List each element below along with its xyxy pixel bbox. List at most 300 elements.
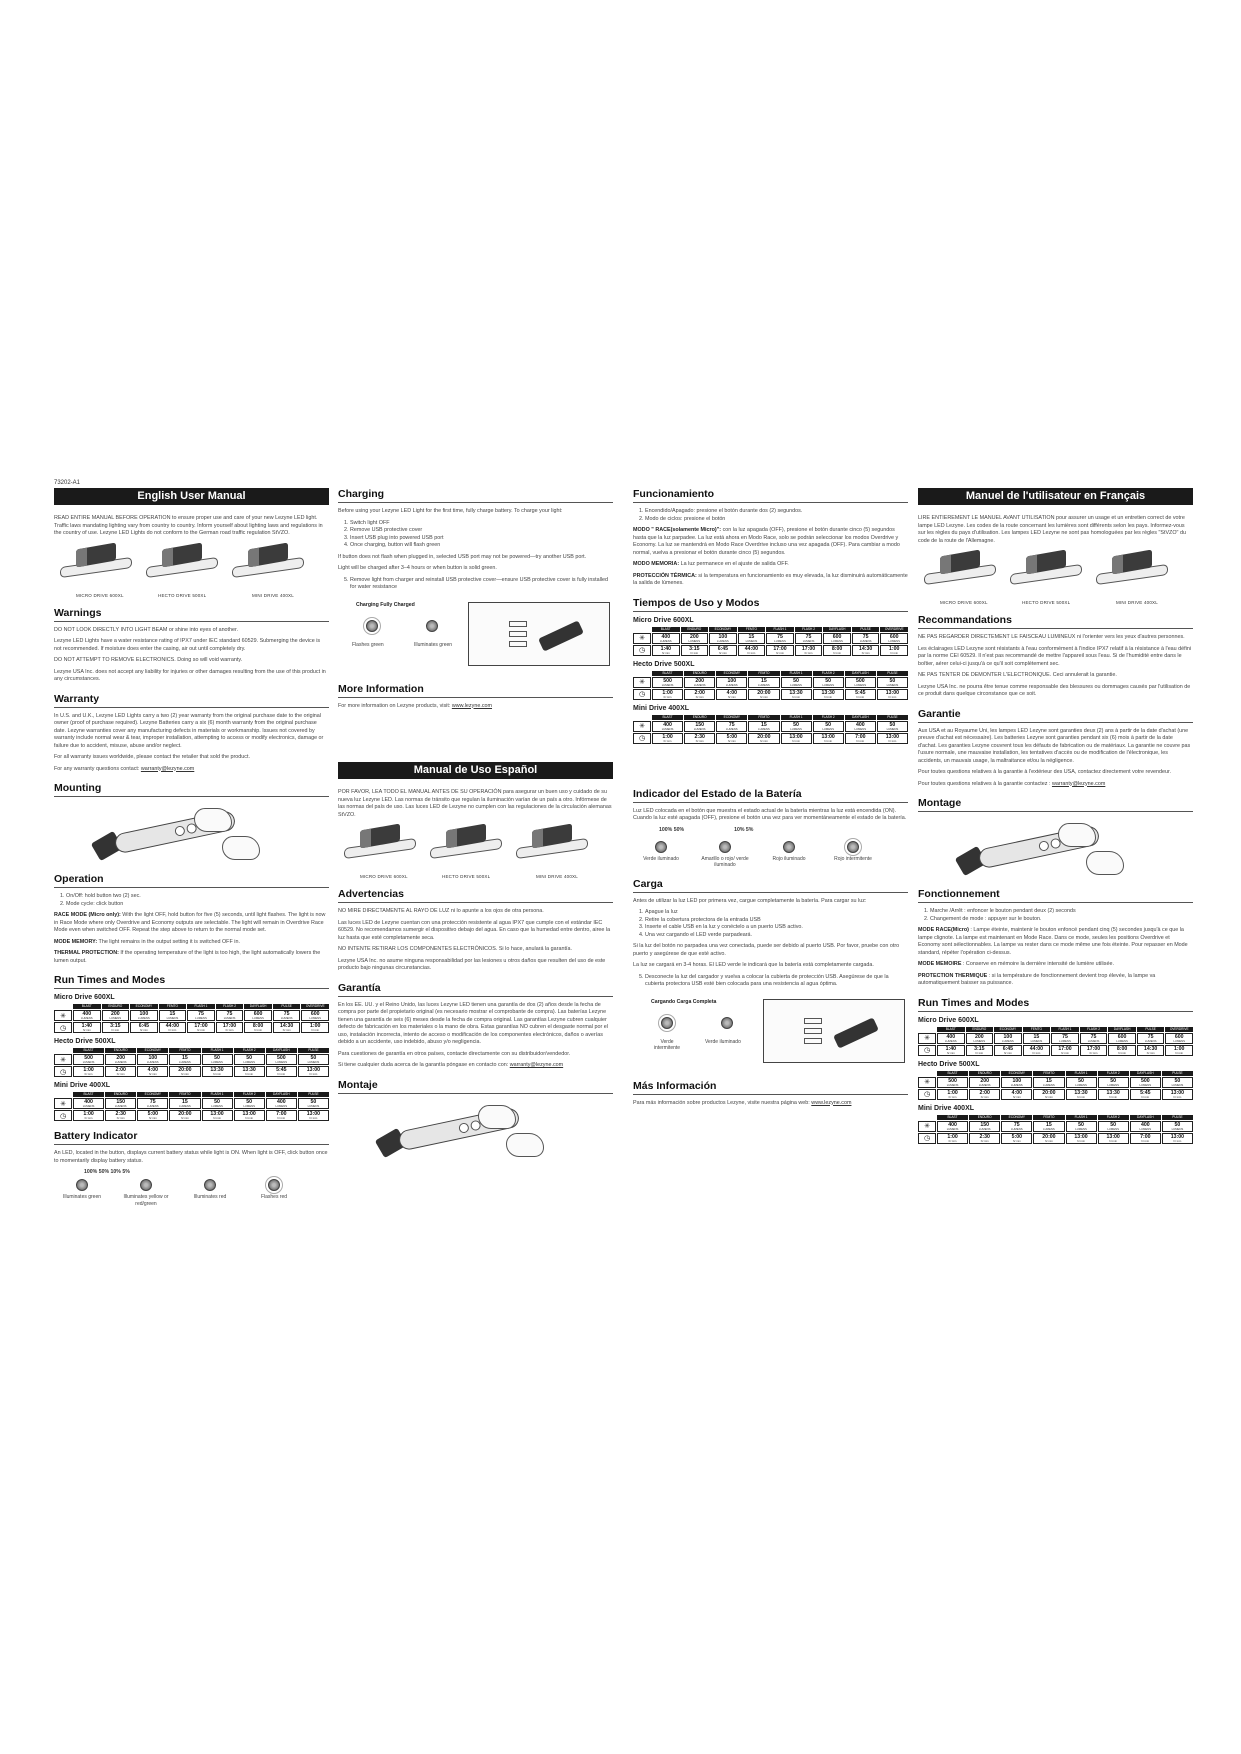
runtime-unit: hr:min (1032, 1050, 1041, 1055)
runtimes-title: Run Times and Modes (54, 974, 329, 989)
warranty-text: Para cuestiones de garantía en otros países, contacte directamente con su distribuidor/vendedor. (338, 1050, 571, 1057)
mode-header: OVERDRIVE (1165, 1027, 1193, 1032)
runtime-cell (1080, 1045, 1108, 1056)
header-spacer (54, 1048, 72, 1053)
clock-icon: ◷ (54, 1066, 72, 1077)
warning-text: Lezyne USA Inc. no asume ninguna responsabilidad por las lesiones u otros daños que resulten del uso de este producto bajo ningunas circunstancias. (338, 957, 606, 971)
lumen-value: 15 (1033, 1033, 1040, 1040)
runtime-cell (1023, 1045, 1051, 1056)
runtime-cell (105, 1110, 136, 1121)
runtime-cell (301, 1022, 329, 1033)
thermal-label: PROTECTION THERMIQUE (918, 972, 988, 979)
runtime-unit: hr:min (225, 1028, 234, 1032)
lumen-unit: LUMENS (1002, 1038, 1014, 1043)
runtime-value: 3:15 (974, 1045, 985, 1052)
lumen-value: 100 (727, 677, 737, 684)
lumen-cell (266, 1054, 297, 1065)
lumen-cell (823, 633, 851, 644)
warning-text: DO NOT LOOK DIRECTLY INTO LIGHT BEAM or shine into eyes of another. (54, 626, 239, 633)
carga-note: La luz se cargará en 3-4 horas. El LED verde le indicará que la batería está completamente cargada. (633, 962, 874, 968)
warranty-contact (338, 1062, 613, 1070)
runtime-value: 1:00 (83, 1111, 94, 1117)
lumen-value: 200 (975, 1033, 984, 1040)
lumen-value: 75 (862, 633, 869, 640)
runtime-cell (738, 645, 766, 656)
operation-step: 1. Encendido/Apagado: presione el botón durante dos (2) segundos. (645, 508, 908, 516)
runtime-table (54, 1082, 329, 1121)
runtime-value: 44:00 (744, 645, 759, 652)
mode-header: FLASH 1 (781, 715, 812, 720)
led-dot-icon (721, 1017, 733, 1029)
mode-memory-body: La luz permanece en el ajuste de salida OFF. (679, 561, 789, 567)
runtime-unit: hr:min (1012, 1094, 1021, 1099)
runtime-unit: hr:min (1141, 1094, 1150, 1099)
mode-header: DAYFLASH (1130, 1115, 1161, 1120)
battery-state (761, 841, 817, 863)
runtime-cell (273, 1022, 301, 1033)
lumen-unit: LUMENS (179, 1060, 191, 1064)
lumen-unit: LUMENS (146, 1060, 159, 1064)
warranty-email-link[interactable]: warranty@lezyne.com (1051, 780, 1106, 787)
runtime-cell (994, 1045, 1022, 1056)
mounting-illustration (54, 802, 329, 864)
mode-header: ENDURO (681, 627, 709, 632)
lumen-unit: LUMENS (275, 1104, 288, 1108)
lumen-value: 50 (889, 721, 896, 728)
lumen-value: 100 (148, 1055, 158, 1061)
more-info-title: Más Información (633, 1080, 908, 1095)
runtime-unit: hr:min (1141, 1138, 1150, 1143)
runtime-cell (1001, 1089, 1032, 1100)
lumen-value: 600 (889, 633, 899, 640)
runtime-unit: hr:min (980, 1138, 989, 1143)
battery-caption: Illuminates red (193, 1194, 227, 1200)
lumen-cell (244, 1010, 272, 1021)
battery-caption: Amarillo o rojo/ verde iluminado (701, 855, 749, 868)
runtime-value: 1:00 (83, 1067, 94, 1073)
lumen-value: 15 (1046, 1121, 1052, 1128)
lumen-unit: LUMENS (946, 1126, 959, 1131)
lumen-value: 50 (793, 677, 799, 684)
lumen-value: 50 (246, 1055, 253, 1061)
lumen-unit: LUMENS (822, 682, 835, 687)
mode-header: FLASH 1 (202, 1048, 233, 1053)
runtime-table-title: Micro Drive 600XL (54, 994, 115, 1001)
warning-text: NO INTENTE RETIRAR LOS COMPONENTES ELECTRÓNICOS. Si lo hace, anulará la garantía. (338, 946, 572, 952)
battery-caption: Illuminates green (62, 1194, 102, 1200)
lumen-unit: LUMENS (1173, 1038, 1186, 1043)
runtime-cell (73, 1066, 104, 1077)
lineup-label: MINI DRIVE 400XL (252, 592, 294, 598)
led-dot-icon (783, 841, 795, 853)
warranty-text: For all warranty issues worldwide, please contact the retailer that sold the product. (54, 754, 250, 760)
mode-header: DAYFLASH (1108, 1027, 1136, 1032)
mode-header: FLASH 1 (766, 627, 794, 632)
runtime-cell (1108, 1045, 1136, 1056)
lumen-value: 600 (832, 633, 842, 640)
runtime-grid (918, 1115, 1193, 1144)
lumen-cell (1080, 1033, 1108, 1044)
light-burst-icon: ✳ (633, 721, 651, 732)
warranty-contact-prefix: Pour toutes questions relatives à la garantie contactez : (918, 780, 1052, 787)
runtime-unit: hr:min (975, 1050, 984, 1055)
runtime-table-title: Micro Drive 600XL (633, 616, 694, 624)
lumen-unit: LUMENS (725, 682, 738, 687)
light-burst-icon: ✳ (633, 633, 651, 644)
runtime-cell (1165, 1045, 1193, 1056)
runtime-value: 1:40 (660, 645, 671, 652)
runtime-unit: hr:min (1109, 1138, 1118, 1143)
warranty-contact-prefix: For any warranty questions contact: (54, 765, 141, 772)
lumen-unit: LUMENS (978, 1126, 991, 1131)
runtime-value: 13:00 (210, 1111, 224, 1117)
runtime-unit: hr:min (181, 1072, 189, 1076)
thermal-label: PROTECCIÓN TÉRMICA: (633, 572, 697, 579)
lumen-value: 50 (825, 677, 832, 684)
lineup-label: MICRO DRIVE 600XL (76, 592, 124, 598)
operation-steps (66, 893, 329, 908)
charging-illustration (338, 596, 613, 674)
header-spacer (54, 1092, 72, 1097)
mode-header: FLASH 1 (202, 1092, 233, 1097)
lumen-unit: LUMENS (1139, 1082, 1152, 1087)
charging-note: If button does not flash when plugged in, selected USB port may not be powered—try another USB port. (338, 553, 587, 560)
led-flash-icon (847, 841, 859, 853)
runtime-unit: hr:min (116, 1116, 125, 1120)
lumen-cell (845, 721, 876, 732)
charging-illustration (633, 993, 908, 1071)
lumen-cell (877, 721, 908, 732)
runtime-unit: hr:min (311, 1028, 320, 1032)
lumen-value: 100 (718, 633, 728, 640)
warning-text: NE PAS TENTER DE DEMONTER L'ELECTRONIQUE. Ceci annulerait la garantie. (918, 672, 1117, 678)
runtime-value: 2:30 (694, 733, 705, 740)
mode-header: PULSE (877, 671, 908, 676)
runtime-unit: hr:min (760, 738, 768, 743)
lumen-unit: LUMENS (822, 726, 835, 731)
lumen-cell (1051, 1033, 1079, 1044)
lumen-value: 500 (276, 1055, 286, 1061)
warning-text: Les éclairages LED Lezyne sont résistants à l'eau conformément à l'indice IPX7 relatif à la résistance à l'eau défini par la norme CEI 60529. Il n'est pas recommandé de mettre l'appareil sous l'eau. Si de l'humidité entre dans le boîtier, aérer celui-ci jusqu'à ce qu'il soit complètement sec. (918, 645, 1192, 667)
product-lineup (54, 542, 329, 598)
runtime-value: 20:00 (1042, 1089, 1056, 1096)
warning-text: NE PAS REGARDER DIRECTEMENT LE FAISCEAU LUMINEUX ni l'orienter vers les yeux d'autres personnes. (918, 634, 1185, 640)
lumen-value: 50 (310, 1099, 317, 1105)
runtime-value: 8:00 (252, 1023, 264, 1029)
light-burst-icon: ✳ (54, 1054, 72, 1065)
runtime-value: 5:00 (1011, 1133, 1022, 1140)
lumen-value: 75 (777, 633, 783, 640)
mode-header: FLASH 1 (1066, 1115, 1097, 1120)
runtime-value: 3:15 (689, 645, 700, 652)
runtime-unit: hr:min (309, 1072, 318, 1076)
clock-icon: ◷ (633, 733, 651, 744)
charging-title: Charging (338, 488, 613, 503)
runtime-value: 6:45 (138, 1023, 150, 1029)
lumen-unit: LUMENS (114, 1104, 127, 1108)
runtime-grid (918, 1027, 1193, 1056)
lumen-cell (937, 1121, 968, 1132)
runtime-table-title: Mini Drive 400XL (918, 1104, 975, 1112)
lumen-cell (1001, 1121, 1032, 1132)
lumen-cell (73, 1098, 104, 1109)
runtime-cell (234, 1110, 265, 1121)
runtime-cell (1162, 1133, 1193, 1144)
carga-intro: Antes de utilizar la luz LED por primera vez, cargue completamente la batería. Para cargar su luz: (633, 897, 867, 904)
runtime-cell (684, 689, 715, 700)
runtime-grid (633, 715, 908, 744)
mode-header: ECONOMY (716, 671, 747, 676)
runtime-value: 13:30 (1074, 1089, 1088, 1096)
runtime-value: 13:00 (1074, 1133, 1088, 1140)
mode-header: DAYFLASH (845, 715, 876, 720)
lumen-unit: LUMENS (109, 1016, 122, 1020)
runtime-cell (684, 733, 715, 744)
lumen-value: 600 (1117, 1033, 1127, 1040)
lumen-cell (266, 1098, 297, 1109)
lumen-unit: LUMENS (166, 1016, 179, 1020)
runtime-cell (1130, 1133, 1161, 1144)
lumen-unit: LUMENS (179, 1104, 191, 1108)
column-funcionamiento (633, 488, 908, 1111)
mode-header: ECONOMY (994, 1027, 1022, 1032)
clock-icon: ◷ (918, 1045, 936, 1056)
lumen-cell (169, 1054, 200, 1065)
lumen-cell (813, 721, 844, 732)
runtime-unit: hr:min (727, 738, 736, 743)
mode-header: FEMTO (1023, 1027, 1051, 1032)
lumen-unit: LUMENS (1107, 1126, 1120, 1131)
lumen-value: 400 (948, 1121, 957, 1128)
runtime-unit: hr:min (792, 738, 800, 743)
runtime-value: 3:15 (110, 1023, 121, 1029)
lumen-cell (969, 1077, 1000, 1088)
lumen-value: 75 (226, 1011, 233, 1017)
runtime-unit: hr:min (833, 650, 841, 655)
mode-header: ECONOMY (137, 1092, 168, 1097)
lumen-unit: LUMENS (138, 1016, 150, 1020)
lumen-unit: LUMENS (854, 682, 867, 687)
lumen-value: 15 (182, 1099, 188, 1105)
lumen-cell (969, 1121, 1000, 1132)
lumen-cell (1033, 1121, 1064, 1132)
lumen-cell (1130, 1121, 1161, 1132)
runtime-table (54, 1038, 329, 1077)
runtime-unit: hr:min (1077, 1094, 1085, 1099)
lumen-value: 75 (1147, 1033, 1154, 1040)
lumen-cell (1137, 1033, 1165, 1044)
runtime-cell (73, 1110, 104, 1121)
thermal-body: si la temperatura en funcionamiento es muy elevada, la luz disminuirá automáticamente la salida de lúmenes. (633, 572, 908, 586)
runtime-value: 20:00 (757, 689, 771, 696)
led-dot-icon (204, 1179, 216, 1191)
thermal-label: THERMAL PROTECTION: (54, 950, 119, 956)
lumen-unit: LUMENS (886, 682, 899, 687)
lumen-value: 200 (980, 1077, 990, 1084)
runtime-table (918, 1017, 1193, 1056)
lumen-unit: LUMENS (114, 1060, 127, 1064)
lumen-value: 50 (1078, 1121, 1084, 1128)
runtime-unit: hr:min (1077, 1138, 1085, 1143)
runtime-unit: hr:min (718, 650, 727, 655)
column-charging-spanish (338, 488, 613, 1165)
battery-caption: Flashes red (260, 1194, 288, 1200)
runtime-cell (1098, 1133, 1129, 1144)
mode-memory-label: MODO MEMORIA: (633, 561, 680, 567)
runtime-unit: hr:min (948, 1094, 957, 1099)
hecto-drive-image (1006, 551, 1084, 595)
lumen-unit: LUMENS (252, 1016, 264, 1020)
lumen-unit: LUMENS (661, 726, 674, 731)
charging-step: 1. Switch light OFF (350, 520, 613, 528)
runtime-value: 13:00 (306, 1111, 321, 1117)
lumen-value: 50 (825, 721, 832, 728)
mode-header: FEMTO (169, 1048, 200, 1053)
lumen-unit: LUMENS (688, 638, 701, 643)
runtime-unit: hr:min (213, 1072, 221, 1076)
lumen-unit: LUMENS (195, 1016, 207, 1020)
lumen-cell (1066, 1121, 1097, 1132)
lumen-value: 150 (980, 1121, 990, 1128)
lumen-unit: LUMENS (886, 726, 899, 731)
carga-steps (645, 909, 908, 939)
light-burst-icon: ✳ (918, 1121, 936, 1132)
warning-text: Lezyne USA Inc. ne pourra être tenue comme responsable des blessures ou dommages causés par l'utilisation de ce produit dans quelque circonstance que ce soit. (918, 683, 1191, 697)
lumen-value: 15 (748, 633, 755, 640)
runtime-value: 2:30 (979, 1133, 990, 1140)
lumen-cell (301, 1010, 329, 1021)
lumen-cell (681, 633, 709, 644)
lumen-cell (73, 1010, 101, 1021)
runtime-value: 13:30 (242, 1067, 256, 1073)
document-code: 73202-A1 (54, 480, 81, 486)
lumen-cell (781, 721, 812, 732)
charging-caption: Verde iluminado (705, 1038, 741, 1045)
runtime-unit: hr:min (948, 1138, 957, 1143)
lumen-unit: LUMENS (146, 1104, 159, 1108)
runtime-cell (766, 645, 794, 656)
race-mode-text (54, 912, 329, 935)
lumen-value: 400 (1140, 1121, 1150, 1128)
lumen-value: 200 (116, 1055, 126, 1061)
lumen-value: 75 (283, 1011, 290, 1017)
runtime-table-title: Mini Drive 400XL (633, 704, 690, 712)
mode-header: FLASH 2 (216, 1004, 244, 1009)
lumen-cell (845, 677, 876, 688)
runtime-value: 13:00 (242, 1111, 256, 1117)
race-mode-label: RACE MODE (Micro only): (54, 912, 121, 918)
lumen-unit: LUMENS (211, 1060, 223, 1064)
lineup-label: HECTO DRIVE 500XL (1022, 600, 1071, 605)
runtime-cell (652, 689, 683, 700)
runtime-cell (937, 1133, 968, 1144)
warranty-email-link[interactable]: warranty@lezyne.com (509, 1062, 564, 1068)
operation-steps (930, 908, 1193, 923)
mode-header: BLAST (652, 627, 680, 632)
runtime-value: 13:30 (821, 689, 835, 696)
runtime-value: 13:00 (885, 689, 900, 696)
runtime-grid (54, 1048, 329, 1077)
mode-header: FEMTO (169, 1092, 200, 1097)
runtime-value: 1:00 (1174, 1045, 1185, 1052)
runtime-value: 2:00 (115, 1067, 126, 1073)
mounting-illustration (338, 1099, 613, 1161)
warranty-title: Warranty (54, 693, 329, 708)
lumen-unit: LUMENS (758, 726, 770, 731)
runtime-unit: hr:min (792, 694, 800, 699)
runtime-cell (748, 689, 779, 700)
runtime-value: 17:00 (222, 1023, 237, 1029)
runtime-value: 17:00 (194, 1023, 208, 1029)
warranty-email-link[interactable]: warranty@lezyne.com (140, 765, 195, 772)
mode-header: FEMTO (738, 627, 766, 632)
lumen-cell (684, 721, 715, 732)
mode-header: FLASH 1 (1066, 1071, 1097, 1076)
runtime-unit: hr:min (888, 694, 897, 699)
more-info-text (338, 703, 613, 711)
lumen-cell (130, 1010, 158, 1021)
runtime-unit: hr:min (747, 650, 756, 655)
runtime-table (633, 617, 908, 656)
mode-header: BLAST (652, 715, 683, 720)
runtime-unit: hr:min (1146, 1050, 1155, 1055)
lumen-unit: LUMENS (1171, 1126, 1184, 1131)
lumen-cell (1066, 1077, 1097, 1088)
recommandations-title: Recommandations (918, 614, 1193, 629)
runtime-unit: hr:min (824, 694, 833, 699)
lumen-value: 150 (695, 721, 705, 728)
runtime-unit: hr:min (804, 650, 813, 655)
runtime-unit: hr:min (111, 1028, 120, 1032)
lumen-cell (716, 677, 747, 688)
light-burst-icon: ✳ (54, 1098, 72, 1109)
lumen-cell (102, 1010, 130, 1021)
mode-header: ENDURO (684, 671, 715, 676)
runtime-value: 5:45 (855, 689, 866, 696)
runtime-unit: hr:min (1173, 1094, 1182, 1099)
race-mode-body: With the light OFF, hold button for five (5) seconds, until light flashes. The light is now in Race Mode where only Overdrive and Economy outputs are selectable. The light will remain in Overdrive Race Mode even when switched OFF. Repeat the step above to return to the normal mode set. (54, 912, 326, 933)
runtime-cell (1033, 1133, 1064, 1144)
runtime-unit: hr:min (139, 1028, 148, 1032)
lumen-cell (187, 1010, 215, 1021)
charging-step: 4. Once charging, button will flash green (350, 542, 613, 550)
website-link[interactable]: www.lezyne.com (451, 702, 493, 709)
lumen-value: 400 (663, 721, 672, 728)
charging-step5-list (350, 577, 613, 592)
lumen-cell (795, 633, 823, 644)
lumen-value: 600 (253, 1011, 263, 1017)
runtime-cell (202, 1066, 233, 1077)
website-link[interactable]: www.lezyne.com (811, 1099, 852, 1106)
mode-header: FLASH 2 (1098, 1071, 1129, 1076)
lumen-unit: LUMENS (745, 638, 758, 643)
runtime-value: 1:00 (662, 733, 673, 740)
runtime-value: 20:00 (178, 1111, 192, 1117)
english-banner: English User Manual (54, 488, 329, 505)
runtime-unit: hr:min (946, 1050, 955, 1055)
lumen-cell (73, 1054, 104, 1065)
runtime-unit: hr:min (727, 694, 736, 699)
lumen-value: 75 (1013, 1121, 1020, 1128)
runtime-cell (852, 645, 880, 656)
runtime-value: 4:00 (726, 689, 737, 696)
lumen-cell (966, 1033, 994, 1044)
lumen-value: 400 (661, 633, 671, 640)
runtime-cell (169, 1110, 200, 1121)
lumen-unit: LUMENS (243, 1060, 256, 1064)
led-dot-icon (719, 841, 731, 853)
charging-caption: Flashes green (352, 641, 384, 648)
